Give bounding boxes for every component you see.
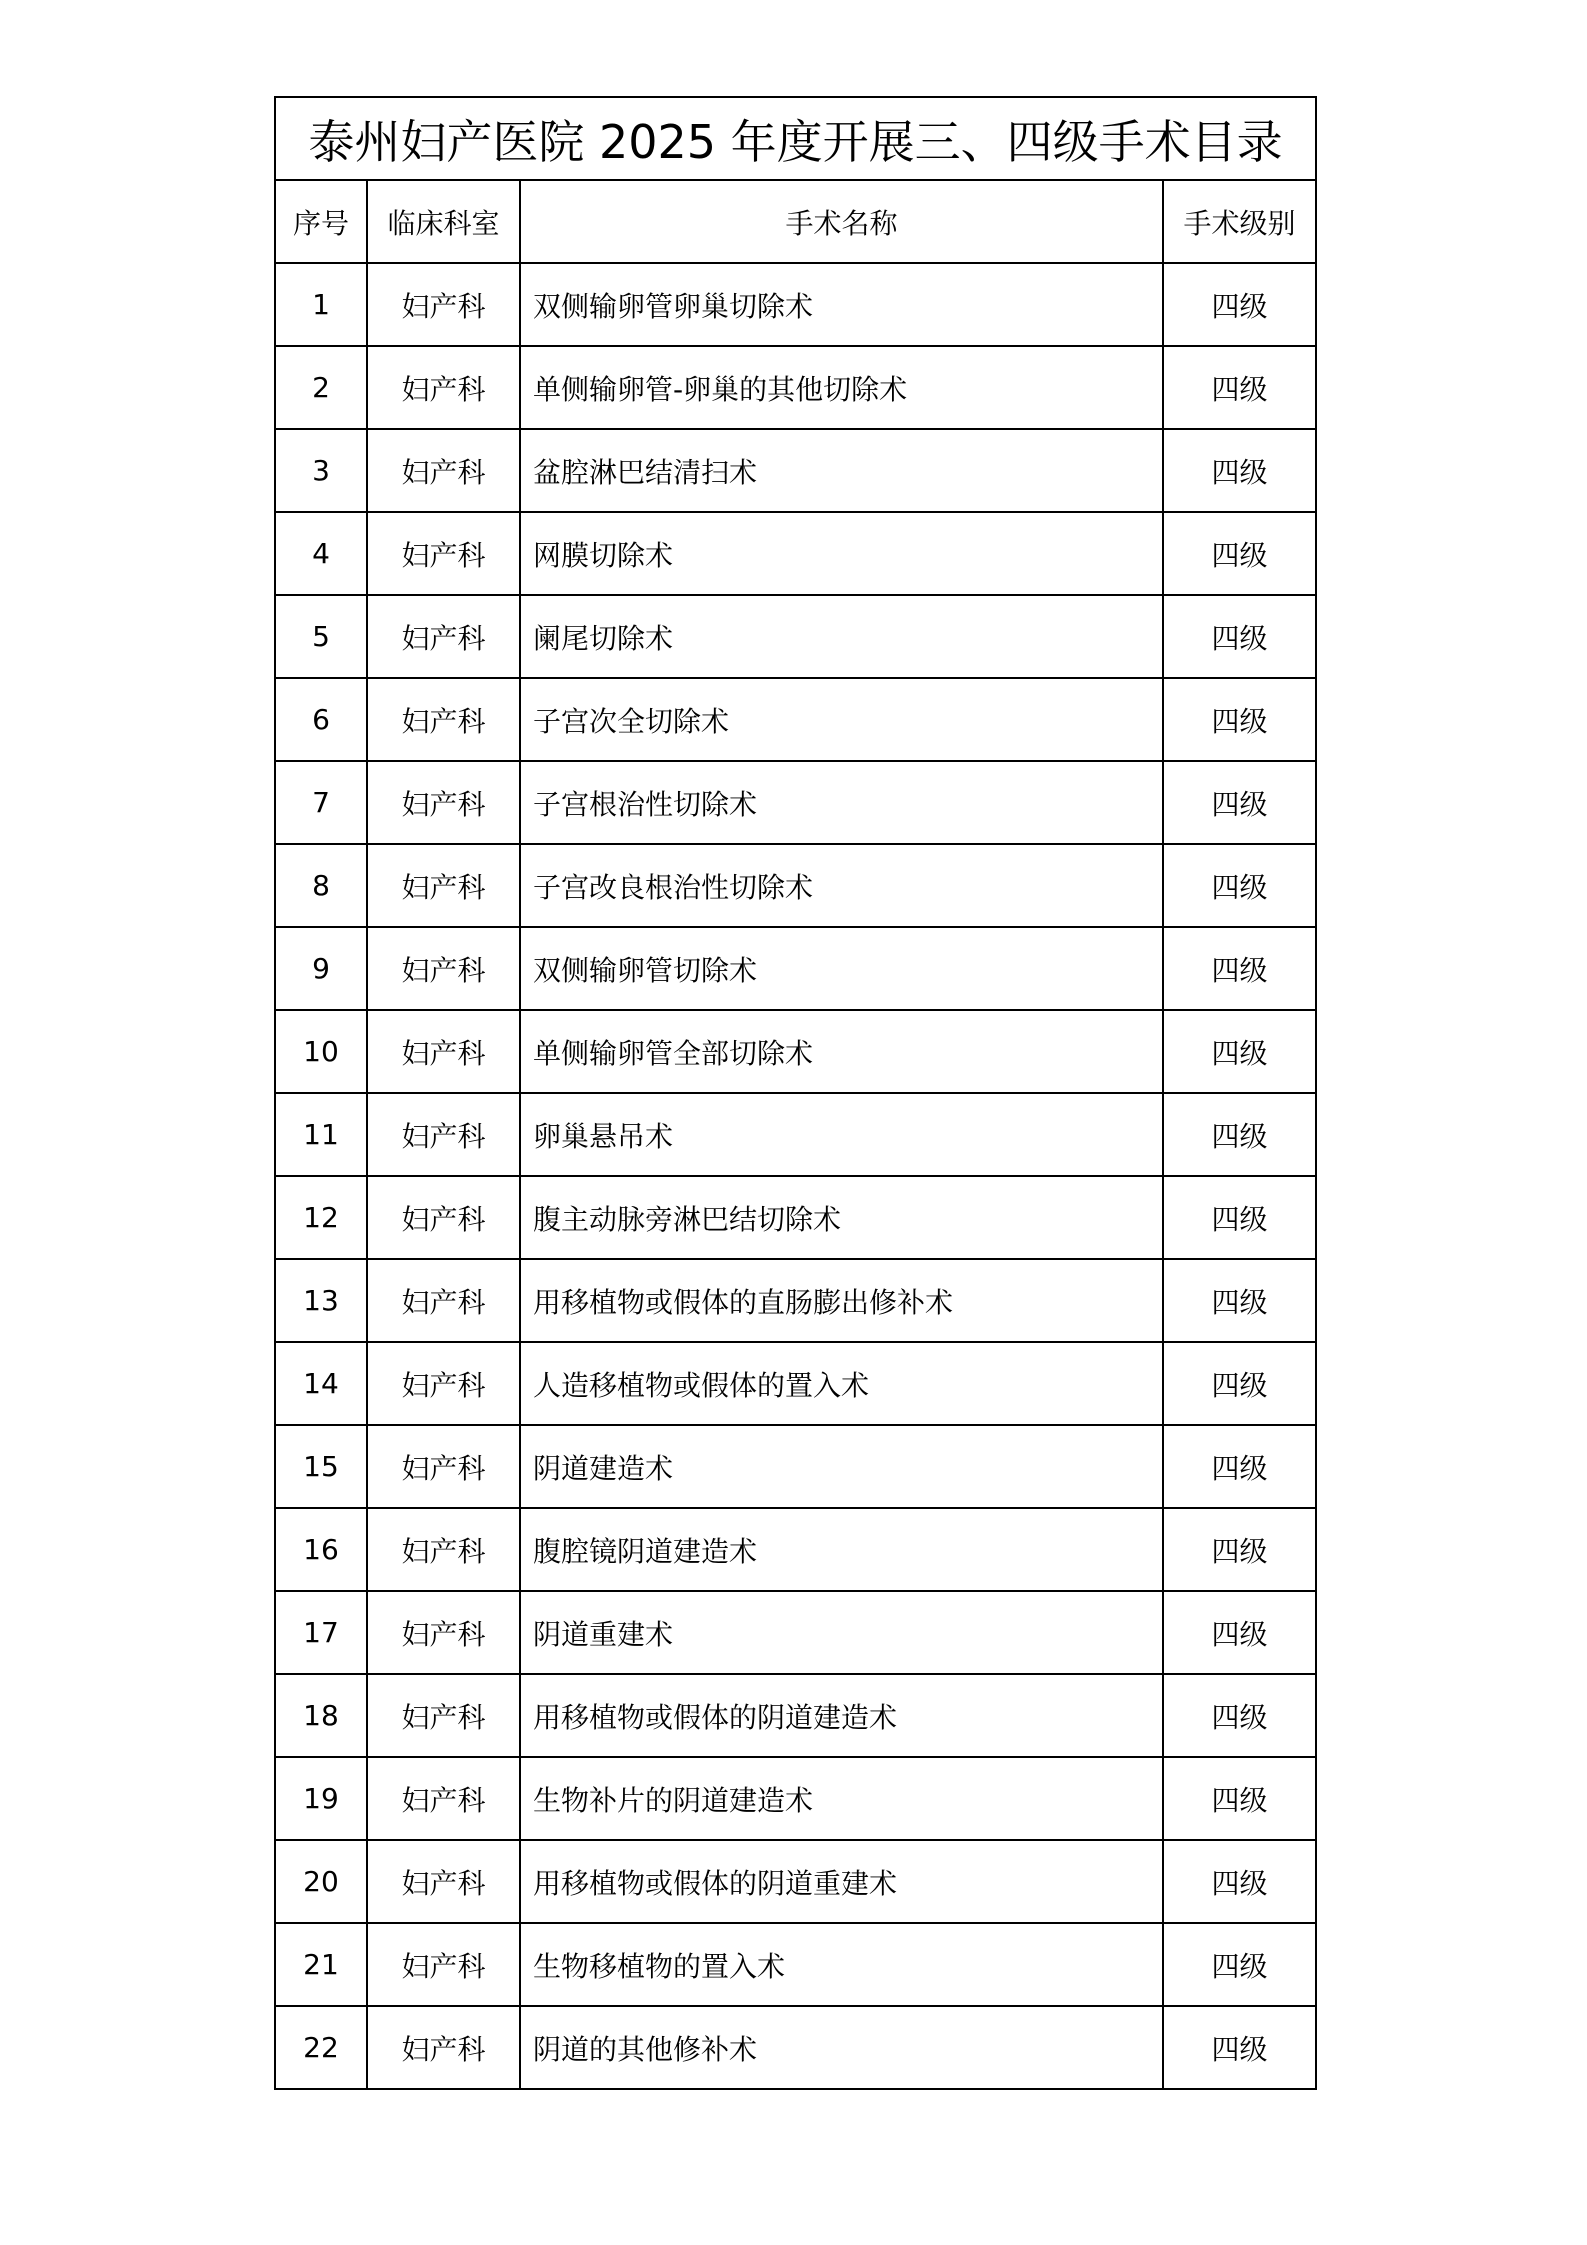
table-row [275,844,1316,927]
row-department: 妇产科 [367,2006,520,2089]
surgery-catalog-table [274,96,1317,2090]
row-surgery-name: 用移植物或假体的阴道重建术 [520,1840,1163,1923]
row-surgery-level: 四级 [1163,1923,1316,2006]
row-number: 22 [275,2006,367,2089]
row-department: 妇产科 [367,678,520,761]
row-surgery-name: 阑尾切除术 [520,595,1163,678]
table-row [275,1093,1316,1176]
row-surgery-level: 四级 [1163,1674,1316,1757]
table-row [275,595,1316,678]
row-surgery-level: 四级 [1163,1425,1316,1508]
row-department: 妇产科 [367,1176,520,1259]
row-department: 妇产科 [367,1923,520,2006]
row-department: 妇产科 [367,761,520,844]
row-surgery-name: 用移植物或假体的直肠膨出修补术 [520,1259,1163,1342]
row-surgery-level: 四级 [1163,1508,1316,1591]
row-surgery-name: 腹主动脉旁淋巴结切除术 [520,1176,1163,1259]
row-number: 9 [275,927,367,1010]
row-department: 妇产科 [367,1757,520,1840]
row-number: 16 [275,1508,367,1591]
row-department: 妇产科 [367,844,520,927]
row-surgery-level: 四级 [1163,678,1316,761]
table-row [275,1923,1316,2006]
row-surgery-level: 四级 [1163,761,1316,844]
row-department: 妇产科 [367,1425,520,1508]
row-number: 10 [275,1010,367,1093]
row-surgery-level: 四级 [1163,1093,1316,1176]
table-row [275,1674,1316,1757]
row-surgery-name: 阴道建造术 [520,1425,1163,1508]
row-number: 20 [275,1840,367,1923]
table-row [275,1425,1316,1508]
row-department: 妇产科 [367,1840,520,1923]
row-department: 妇产科 [367,1010,520,1093]
row-surgery-name: 生物补片的阴道建造术 [520,1757,1163,1840]
row-number: 19 [275,1757,367,1840]
row-number: 1 [275,263,367,346]
row-number: 11 [275,1093,367,1176]
table-row [275,1010,1316,1093]
row-number: 8 [275,844,367,927]
row-surgery-name: 人造移植物或假体的置入术 [520,1342,1163,1425]
row-number: 18 [275,1674,367,1757]
row-department: 妇产科 [367,1093,520,1176]
table-row [275,346,1316,429]
row-surgery-name: 阴道重建术 [520,1591,1163,1674]
row-surgery-name: 子宫次全切除术 [520,678,1163,761]
row-surgery-level: 四级 [1163,844,1316,927]
row-surgery-level: 四级 [1163,1591,1316,1674]
row-surgery-name: 腹腔镜阴道建造术 [520,1508,1163,1591]
row-number: 3 [275,429,367,512]
row-surgery-level: 四级 [1163,1840,1316,1923]
row-department: 妇产科 [367,595,520,678]
table-row [275,512,1316,595]
row-surgery-level: 四级 [1163,429,1316,512]
row-surgery-name: 双侧输卵管切除术 [520,927,1163,1010]
table-row [275,2006,1316,2089]
row-department: 妇产科 [367,1508,520,1591]
row-surgery-name: 生物移植物的置入术 [520,1923,1163,2006]
row-number: 7 [275,761,367,844]
row-surgery-name: 子宫根治性切除术 [520,761,1163,844]
table-row [275,1176,1316,1259]
row-surgery-level: 四级 [1163,1259,1316,1342]
header-row [275,180,1316,263]
row-surgery-level: 四级 [1163,1176,1316,1259]
document-title: 泰州妇产医院 2025 年度开展三、四级手术目录 [275,97,1316,180]
table-row [275,1342,1316,1425]
table-row [275,1259,1316,1342]
row-number: 14 [275,1342,367,1425]
row-department: 妇产科 [367,1674,520,1757]
row-surgery-level: 四级 [1163,2006,1316,2089]
row-number: 4 [275,512,367,595]
row-department: 妇产科 [367,927,520,1010]
table-row [275,1757,1316,1840]
row-number: 17 [275,1591,367,1674]
row-number: 5 [275,595,367,678]
table-row [275,678,1316,761]
row-surgery-level: 四级 [1163,512,1316,595]
header-number: 序号 [275,180,367,263]
row-surgery-level: 四级 [1163,263,1316,346]
table-row [275,1591,1316,1674]
header-surgery-name: 手术名称 [520,180,1163,263]
row-number: 2 [275,346,367,429]
row-department: 妇产科 [367,1259,520,1342]
table-row [275,263,1316,346]
table-body [275,263,1316,2089]
row-number: 6 [275,678,367,761]
row-surgery-level: 四级 [1163,346,1316,429]
row-surgery-level: 四级 [1163,595,1316,678]
row-department: 妇产科 [367,512,520,595]
row-surgery-name: 单侧输卵管-卵巢的其他切除术 [520,346,1163,429]
row-number: 12 [275,1176,367,1259]
row-surgery-name: 子宫改良根治性切除术 [520,844,1163,927]
row-surgery-name: 单侧输卵管全部切除术 [520,1010,1163,1093]
row-department: 妇产科 [367,1591,520,1674]
row-department: 妇产科 [367,263,520,346]
row-department: 妇产科 [367,429,520,512]
table-row [275,761,1316,844]
title-row [275,97,1316,180]
row-surgery-level: 四级 [1163,1010,1316,1093]
table-row [275,927,1316,1010]
row-surgery-level: 四级 [1163,927,1316,1010]
document-page [274,96,1315,2090]
table-row [275,1508,1316,1591]
row-surgery-level: 四级 [1163,1757,1316,1840]
table-row [275,429,1316,512]
row-department: 妇产科 [367,346,520,429]
row-surgery-name: 盆腔淋巴结清扫术 [520,429,1163,512]
row-number: 21 [275,1923,367,2006]
row-number: 13 [275,1259,367,1342]
row-surgery-name: 卵巢悬吊术 [520,1093,1163,1176]
row-surgery-level: 四级 [1163,1342,1316,1425]
header-surgery-level: 手术级别 [1163,180,1316,263]
row-number: 15 [275,1425,367,1508]
table-row [275,1840,1316,1923]
header-department: 临床科室 [367,180,520,263]
row-surgery-name: 网膜切除术 [520,512,1163,595]
row-department: 妇产科 [367,1342,520,1425]
row-surgery-name: 用移植物或假体的阴道建造术 [520,1674,1163,1757]
row-surgery-name: 阴道的其他修补术 [520,2006,1163,2089]
row-surgery-name: 双侧输卵管卵巢切除术 [520,263,1163,346]
